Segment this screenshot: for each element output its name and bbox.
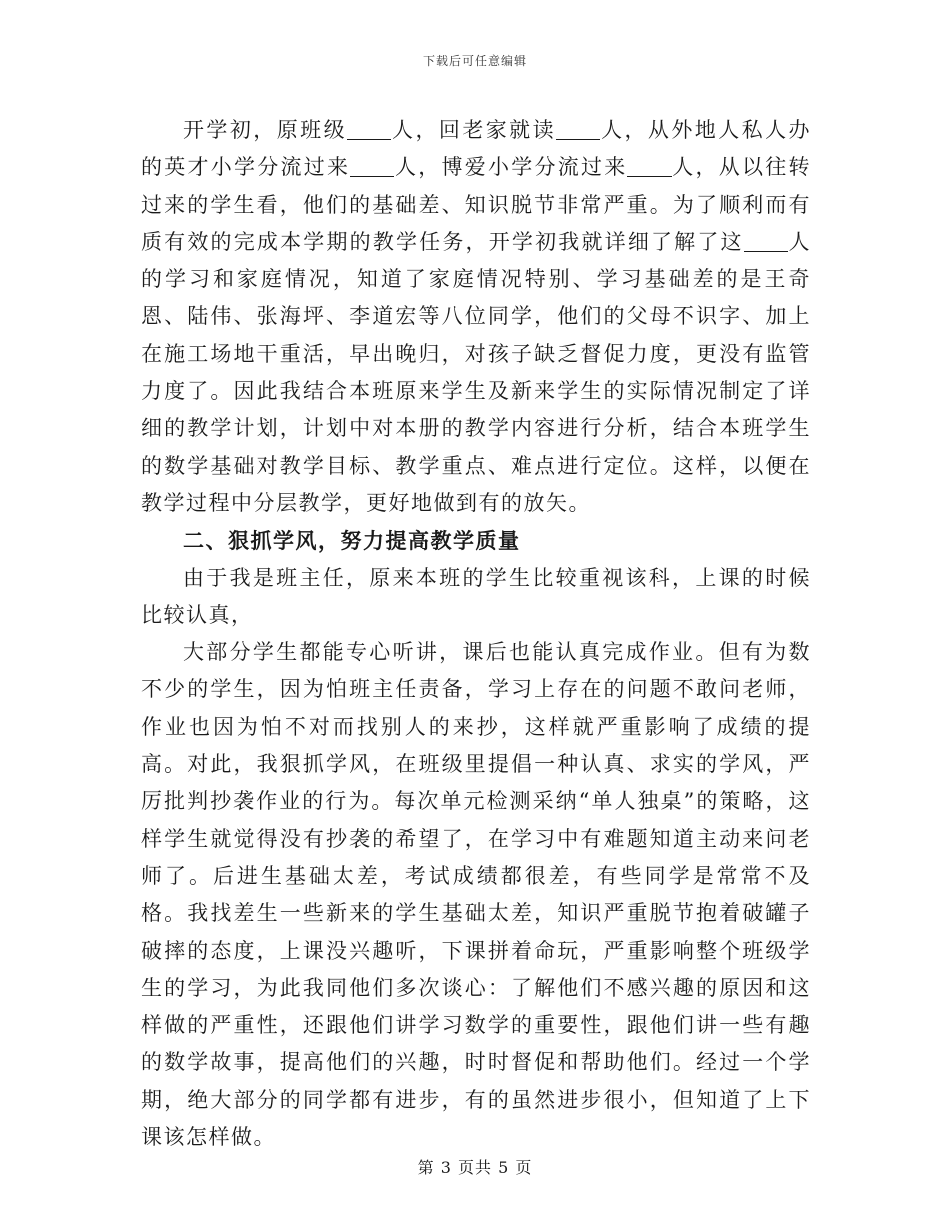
paragraph-3: 大部分学生都能专心听讲，课后也能认真完成作业。但有为数不少的学生，因为怕班主任责备，学习上存在的问题不敢问老师，作业也因为怕不对而找别人的来抄，这样就严重影响了成绩的提高。对此，我狠抓学风，在班级里提倡一种认真、求实的学风，严厉批判抄袭作业的行为。每次单元检测采纳“单人独桌”的策略，这样学生就觉得没有抄袭的希望了，在学习中有难题知道主动来问老师了。后进生基础太差，考试成绩都很差，有些同学是常常不及格。我找差生一些新来的学生基础太差，知识严重脱节抱着破罐子破摔的态度，上课没兴趣听，下课拼着命玩，严重影响整个班级学生的学习，为此我同他们多次谈心：了解他们不感兴趣的原因和这样做的严重性，还跟他们讲学习数学的重要性，跟他们讲一些有趣的数学故事，提高他们的兴趣，时时督促和帮助他们。经过一个学期，绝大部分的同学都有进步，有的虽然进步很小，但知道了上下课该怎样做。 <box>141 640 811 1150</box>
fill-blank <box>556 118 600 140</box>
fill-blank <box>627 155 671 177</box>
fill-blank <box>744 230 788 252</box>
page-footer: 第 3 页共 5 页 <box>417 1158 533 1177</box>
paragraph-1 <box>141 112 811 522</box>
section-heading: 二、狠抓学风，努力提高教学质量 <box>183 528 521 554</box>
paragraph-1-text-a: 开学初，原班级 <box>183 118 348 142</box>
paragraph-1-text-b: 人，回老家就读 <box>391 118 557 142</box>
paragraph-1-text-d: 人，博爱小学分流过来 <box>394 155 628 180</box>
paragraph-1-text-e: 人，从以往转过来的学生看，他们的基础差、知识脱节非常严重。为了顺利而有质有效的完成本学期的教学任务，开学初我就详细了解了这 <box>141 155 812 254</box>
fill-blank <box>347 118 391 140</box>
page-header: 下载后可任意编辑 <box>422 54 527 68</box>
paragraph-1-text-f: 人的学习和家庭情况，知道了家庭情况特别、学习基础差的是王奇恩、陆伟、张海坪、李道宏等八位同学，他们的父母不识字、加上在施工场地干重活，早出晚归，对孩子缺乏督促力度，更没有监管力度了。因此我结合本班原来学生及新来学生的实际情况制定了详细的教学计划，计划中对本册的教学内容进行分析，结合本班学生的数学基础对教学目标、教学重点、难点进行定位。这样，以便在教学过程中分层教学，更好地做到有的放矢。 <box>141 229 812 515</box>
paragraph-2: 由于我是班主任，原来本班的学生比较重视该科，上课的时候比较认真， <box>141 565 811 627</box>
paragraph-1-text-c: 人，从外地人私人办的英才小学分流过来 <box>141 118 812 180</box>
document-body <box>141 112 811 1156</box>
fill-blank <box>350 155 394 177</box>
